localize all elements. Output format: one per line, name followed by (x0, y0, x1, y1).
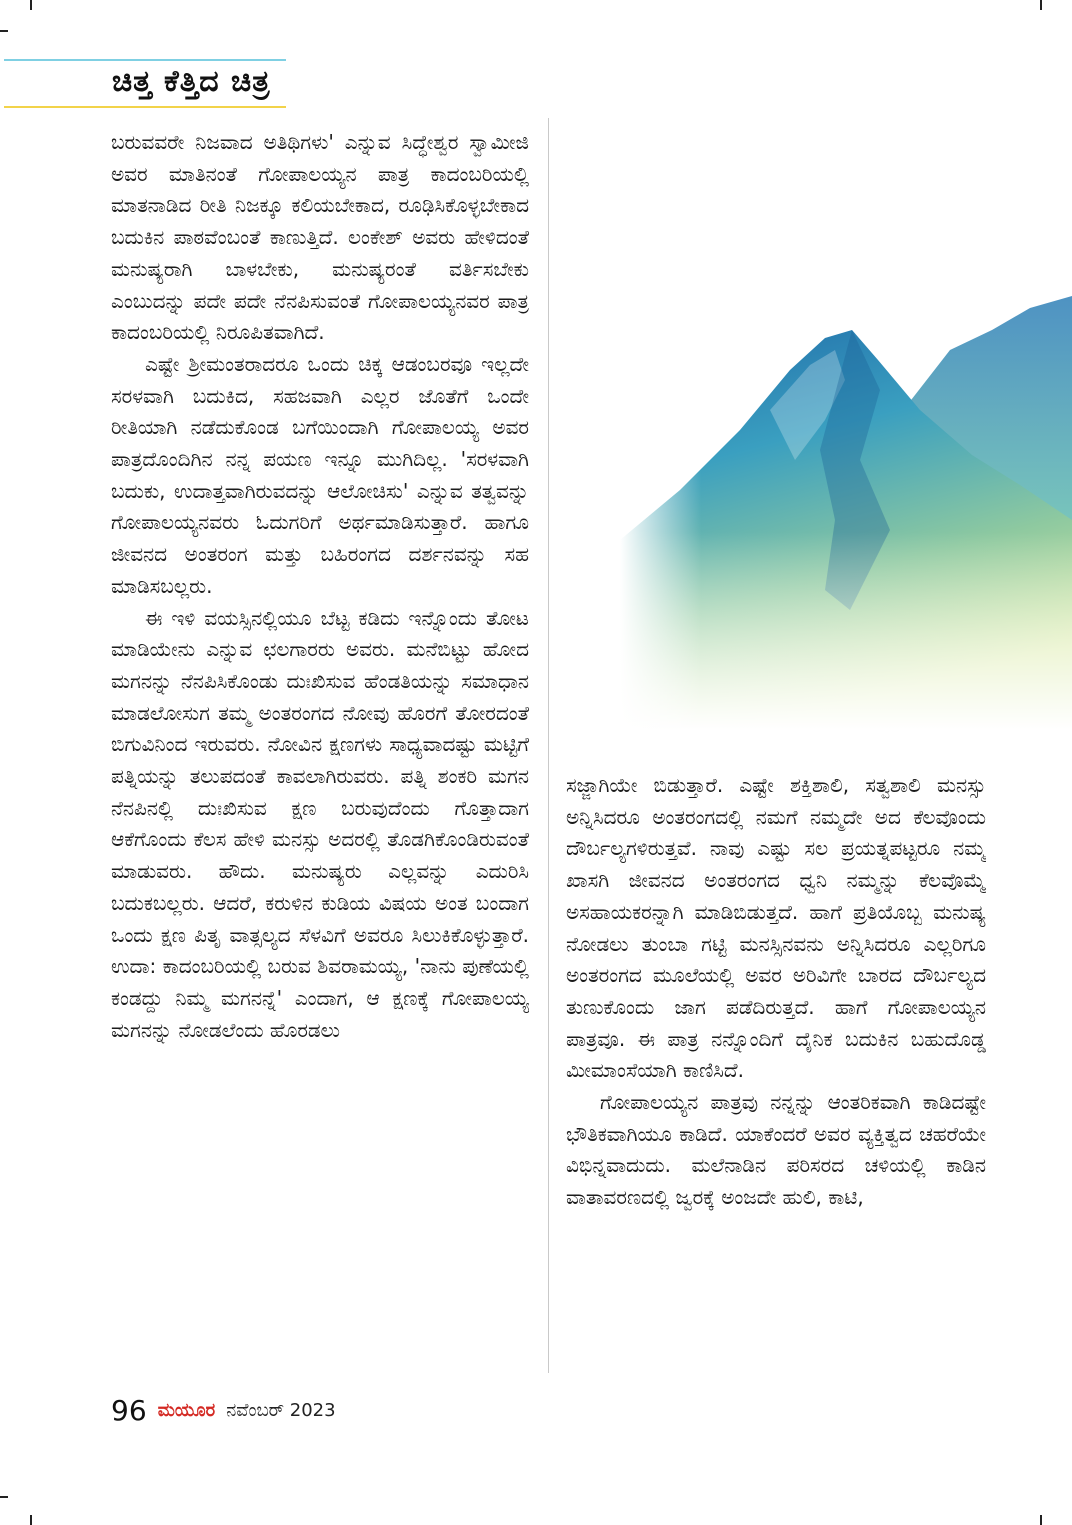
mountain-illustration (620, 290, 1072, 730)
left-paragraph-1: ಬರುವವರೇ ನಿಜವಾದ ಅತಿಥಿಗಳು' ಎನ್ನುವ ಸಿದ್ಧೇಶ್ವರ ಸ್ವಾಮೀಜಿ ಅವರ ಮಾತಿನಂತೆ ಗೋಪಾಲಯ್ಯನ ಪಾತ್ರ ಕಾದಂಬರಿಯಲ್ಲಿ ಮಾತನಾಡಿದ ರೀತಿ ನಿಜಕ್ಕೂ ಕಲಿಯಬೇಕಾದ, ರೂಢಿಸಿಕೊಳ್ಳಬೇಕಾದ ಬದುಕಿನ ಪಾಠವೆಂಬಂತೆ ಕಾಣುತ್ತಿದೆ. ಲಂಕೇಶ್ ಅವರು ಹೇಳಿದಂತೆ ಮನುಷ್ಯರಾಗಿ ಬಾಳಬೇಕು, ಮನುಷ್ಯರಂತೆ ವರ್ತಿಸಬೇಕು ಎಂಬುದನ್ನು ಪದೇ ಪದೇ ನೆನಪಿಸುವಂತೆ ಗೋಪಾಲಯ್ಯನವರ ಪಾತ್ರ ಕಾದಂಬರಿಯಲ್ಲಿ ನಿರೂಪಿತವಾಗಿದೆ. (111, 130, 529, 345)
crop-mark-left-top (0, 30, 8, 32)
crop-mark-left-bottom (0, 1496, 8, 1498)
crop-mark-top-left (30, 0, 32, 10)
magazine-logo: ಮಯೂರ (157, 1400, 216, 1421)
right-paragraph-1: ಸಜ್ಜಾಗಿಯೇ ಬಿಡುತ್ತಾರೆ. ಎಷ್ಟೇ ಶಕ್ತಿಶಾಲಿ, ಸತ್ವಶಾಲಿ ಮನಸ್ಸು ಅನ್ನಿಸಿದರೂ ಅಂತರಂಗದಲ್ಲಿ ನಮಗೆ ನಮ್ಮದೇ ಅದ ಕೆಲವೊಂದು ದೌರ್ಬಲ್ಯಗಳಿರುತ್ತವೆ. ನಾವು ಎಷ್ಟು ಸಲ ಪ್ರಯತ್ನಪಟ್ಟರೂ ನಮ್ಮ ಖಾಸಗಿ ಜೀವನದ ಅಂತರಂಗದ ಧ್ವನಿ ನಮ್ಮನ್ನು ಕೆಲವೊಮ್ಮೆ ಅಸಹಾಯಕರನ್ನಾಗಿ ಮಾಡಿಬಿಡುತ್ತದೆ. ಹಾಗೆ ಪ್ರತಿಯೊಬ್ಬ ಮನುಷ್ಯ ನೋಡಲು ತುಂಬಾ ಗಟ್ಟಿ ಮನಸ್ಸಿನವನು ಅನ್ನಿಸಿದರೂ ಎಲ್ಲರಿಗೂ ಅಂತರಂಗದ ಮೂಲೆಯಲ್ಲಿ ಅವರ ಅರಿವಿಗೇ ಬಾರದ ದೌರ್ಬಲ್ಯದ ತುಣುಕೊಂದು ಜಾಗ ಪಡೆದಿರುತ್ತದೆ. ಹಾಗೆ ಗೋಪಾಲಯ್ಯನ ಪಾತ್ರವೂ. ಈ ಪಾತ್ರ ನನ್ನೊಂದಿಗೆ ದೈನಿಕ ಬದುಕಿನ ಬಹುದೊಡ್ಡ ಮೀಮಾಂಸೆಯಾಗಿ ಕಾಣಿಸಿದೆ. (566, 773, 986, 1083)
crop-mark-top-right (1040, 0, 1042, 10)
page-number: 96 (111, 1394, 147, 1427)
section-rule-bottom (4, 106, 286, 108)
crop-mark-bottom-right (1040, 1515, 1042, 1525)
left-paragraph-2: ಎಷ್ಟೇ ಶ್ರೀಮಂತರಾದರೂ ಒಂದು ಚಿಕ್ಕ ಆಡಂಬರವೂ ಇಲ್ಲದೇ ಸರಳವಾಗಿ ಬದುಕಿದ, ಸಹಜವಾಗಿ ಎಲ್ಲರ ಜೊತೆಗೆ ಒಂದೇ ರೀತಿಯಾಗಿ ನಡೆದುಕೊಂಡ ಬಗೆಯಿಂದಾಗಿ ಗೋಪಾಲಯ್ಯ ಅವರ ಪಾತ್ರದೊಂದಿಗಿನ ನನ್ನ ಪಯಣ ಇನ್ನೂ ಮುಗಿದಿಲ್ಲ. 'ಸರಳವಾಗಿ ಬದುಕು, ಉದಾತ್ತವಾಗಿರುವದನ್ನು ಆಲೋಚಿಸು' ಎನ್ನುವ ತತ್ವವನ್ನು ಗೋಪಾಲಯ್ಯನವರು ಓದುಗರಿಗೆ ಅರ್ಥಮಾಡಿಸುತ್ತಾರೆ. ಹಾಗೂ ಜೀವನದ ಅಂತರಂಗ ಮತ್ತು ಬಹಿರಂಗದ ದರ್ಶನವನ್ನು ಸಹ ಮಾಡಿಸಬಲ್ಲರು. (111, 351, 529, 598)
crop-mark-bottom-left (30, 1515, 32, 1525)
right-paragraph-2: ಗೋಪಾಲಯ್ಯನ ಪಾತ್ರವು ನನ್ನನ್ನು ಆಂತರಿಕವಾಗಿ ಕಾಡಿದಷ್ಟೇ ಭೌತಿಕವಾಗಿಯೂ ಕಾಡಿದೆ. ಯಾಕೆಂದರೆ ಅವರ ವ್ಯಕ್ತಿತ್ವದ ಚಹರೆಯೇ ವಿಭಿನ್ನವಾದುದು. ಮಲೆನಾಡಿನ ಪರಿಸರದ ಚಳಿಯಲ್ಲಿ ಕಾಡಿನ ವಾತಾವರಣದಲ್ಲಿ ಜ್ವರಕ್ಕೆ ಅಂಜದೇ ಹುಲಿ, ಕಾಟಿ, (566, 1090, 986, 1210)
article-column-right (566, 770, 986, 1372)
column-divider (548, 118, 549, 1373)
issue-date: ನವೆಂಬರ್ 2023 (226, 1400, 336, 1421)
article-column-left (111, 127, 529, 1372)
section-title: ಚಿತ್ತ ಕೆತ್ತಿದ ಚಿತ್ರ (112, 64, 271, 99)
left-paragraph-3: ಈ ಇಳಿ ವಯಸ್ಸಿನಲ್ಲಿಯೂ ಬೆಟ್ಟ ಕಡಿದು ಇನ್ನೊಂದು ತೋಟ ಮಾಡಿಯೇನು ಎನ್ನುವ ಛಲಗಾರರು ಅವರು. ಮನೆಬಿಟ್ಟು ಹೋದ ಮಗನನ್ನು ನೆನಪಿಸಿಕೊಂಡು ದುಃಖಿಸುವ ಹೆಂಡತಿಯನ್ನು ಸಮಾಧಾನ ಮಾಡಲೋಸುಗ ತಮ್ಮ ಅಂತರಂಗದ ನೋವು ಹೊರಗೆ ತೋರದಂತೆ ಬಿಗುವಿನಿಂದ ಇರುವರು. ನೋವಿನ ಕ್ಷಣಗಳು ಸಾಧ್ಯವಾದಷ್ಟು ಮಟ್ಟಿಗೆ ಪತ್ನಿಯನ್ನು ತಲುಪದಂತೆ ಕಾವಲಾಗಿರುವರು. ಪತ್ನಿ ಶಂಕರಿ ಮಗನ ನೆನಪಿನಲ್ಲಿ ದುಃಖಿಸುವ ಕ್ಷಣ ಬರುವುದೆಂದು ಗೊತ್ತಾದಾಗ ಆಕೆಗೊಂದು ಕೆಲಸ ಹೇಳಿ ಮನಸ್ಸು ಅದರಲ್ಲಿ ತೊಡಗಿಕೊಂಡಿರುವಂತೆ ಮಾಡುವರು. ಹೌದು. ಮನುಷ್ಯರು ಎಲ್ಲವನ್ನು ಎದುರಿಸಿ ಬದುಕಬಲ್ಲರು. ಆದರೆ, ಕರುಳಿನ ಕುಡಿಯ ವಿಷಯ ಅಂತ ಬಂದಾಗ ಒಂದು ಕ್ಷಣ ಪಿತೃ ವಾತ್ಸಲ್ಯದ ಸೆಳವಿಗೆ ಅವರೂ ಸಿಲುಕಿಕೊಳ್ಳುತ್ತಾರೆ. ಉದಾ: ಕಾದಂಬರಿಯಲ್ಲಿ ಬರುವ ಶಿವರಾಮಯ್ಯ, 'ನಾನು ಪುಣೆಯಲ್ಲಿ ಕಂಡದ್ದು ನಿಮ್ಮ ಮಗನನ್ನೆ' ಎಂದಾಗ, ಆ ಕ್ಷಣಕ್ಕೆ ಗೋಪಾಲಯ್ಯ ಮಗನನ್ನು ನೋಡಲೆಂದು ಹೊರಡಲು (111, 605, 529, 1042)
section-rule-top (4, 59, 286, 61)
page-footer (111, 1394, 336, 1427)
